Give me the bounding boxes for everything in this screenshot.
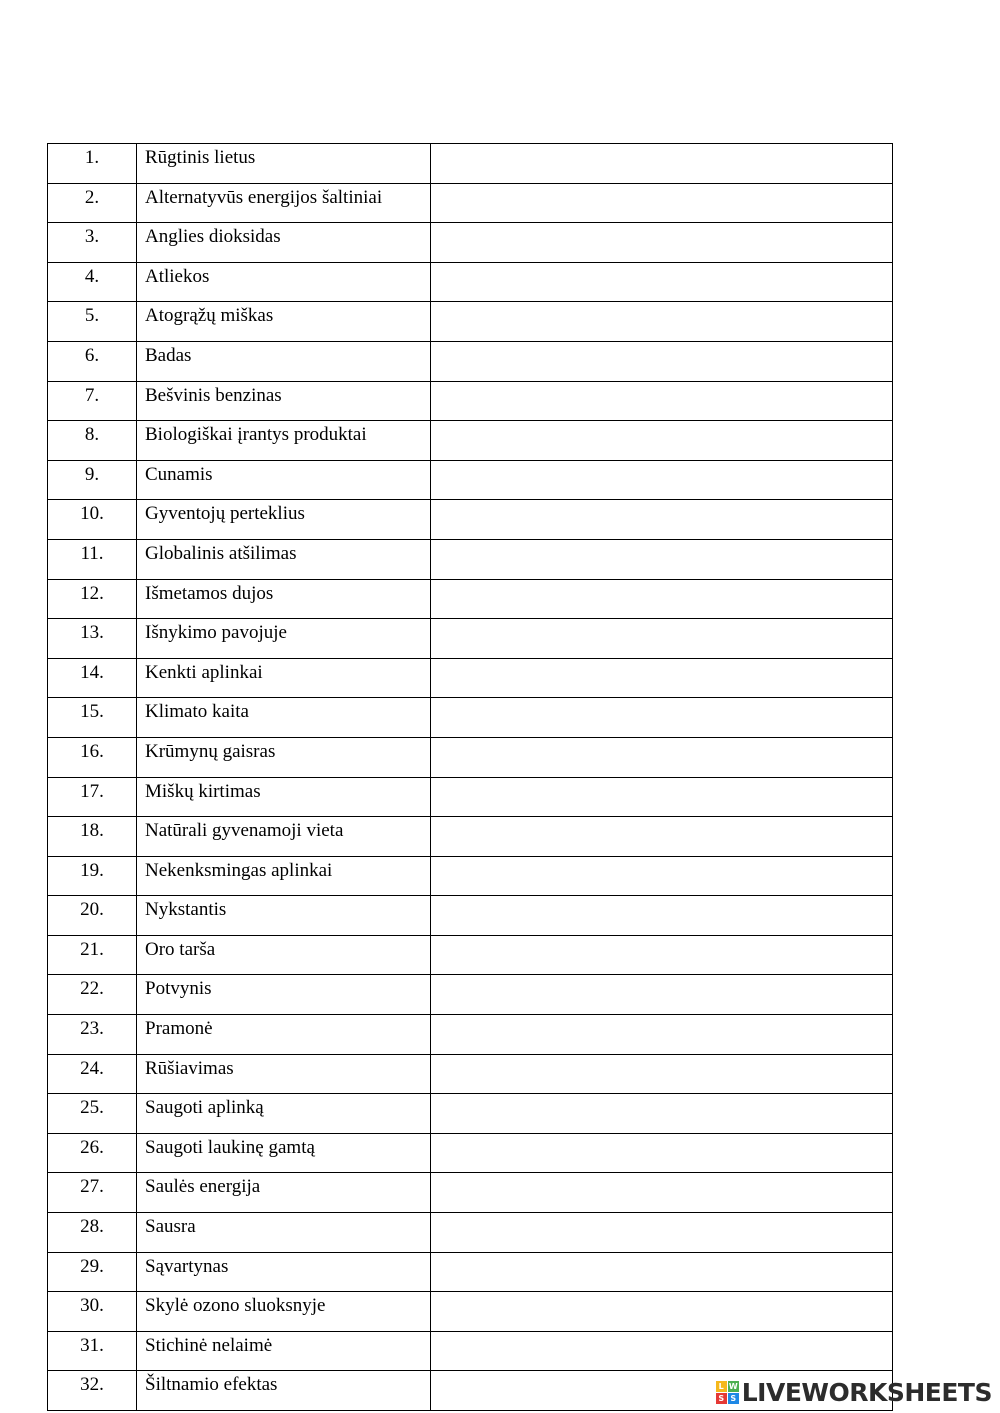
table-row — [48, 698, 893, 738]
answer-cell[interactable] — [431, 896, 893, 936]
row-number: 26. — [48, 1133, 137, 1173]
answer-cell[interactable] — [431, 935, 893, 975]
row-term: Cunamis — [137, 460, 431, 500]
row-term: Sausra — [137, 1213, 431, 1253]
table-row — [48, 302, 893, 342]
answer-cell[interactable] — [431, 302, 893, 342]
table-body — [48, 144, 893, 1411]
row-number: 6. — [48, 341, 137, 381]
table-row — [48, 975, 893, 1015]
row-term: Skylė ozono sluoksnyje — [137, 1292, 431, 1332]
logo-icon-tile: W — [728, 1382, 738, 1391]
row-number: 28. — [48, 1213, 137, 1253]
table-row — [48, 1292, 893, 1332]
answer-cell[interactable] — [431, 975, 893, 1015]
answer-cell[interactable] — [431, 1292, 893, 1332]
row-term: Šiltnamio efektas — [137, 1371, 431, 1411]
answer-cell[interactable] — [431, 579, 893, 619]
table-row — [48, 658, 893, 698]
row-term: Bešvinis benzinas — [137, 381, 431, 421]
row-number: 27. — [48, 1173, 137, 1213]
answer-cell[interactable] — [431, 262, 893, 302]
row-term: Rūgtinis lietus — [137, 144, 431, 184]
answer-cell[interactable] — [431, 500, 893, 540]
table-row — [48, 1094, 893, 1134]
table-row — [48, 935, 893, 975]
answer-cell[interactable] — [431, 817, 893, 857]
row-term: Saulės energija — [137, 1173, 431, 1213]
table-row — [48, 144, 893, 184]
logo-icon-tile: L — [716, 1381, 727, 1392]
row-number: 7. — [48, 381, 137, 421]
answer-cell[interactable] — [431, 144, 893, 184]
vocabulary-table — [47, 143, 893, 1411]
row-term: Saugoti aplinką — [137, 1094, 431, 1134]
table-row — [48, 1213, 893, 1253]
logo-text: LIVEWORKSHEETS — [741, 1378, 992, 1407]
row-number: 2. — [48, 183, 137, 223]
row-number: 22. — [48, 975, 137, 1015]
row-term: Anglies dioksidas — [137, 223, 431, 263]
answer-cell[interactable] — [431, 421, 893, 461]
table-row — [48, 381, 893, 421]
row-term: Gyventojų perteklius — [137, 500, 431, 540]
row-number: 5. — [48, 302, 137, 342]
logo-icon-tile: S — [716, 1393, 727, 1404]
table-row — [48, 1331, 893, 1371]
row-term: Nekenksmingas aplinkai — [137, 856, 431, 896]
table-row — [48, 1133, 893, 1173]
table-row — [48, 1173, 893, 1213]
table-row — [48, 1054, 893, 1094]
answer-cell[interactable] — [431, 381, 893, 421]
row-term: Išmetamos dujos — [137, 579, 431, 619]
answer-cell[interactable] — [431, 1094, 893, 1134]
row-number: 15. — [48, 698, 137, 738]
row-number: 8. — [48, 421, 137, 461]
row-term: Išnykimo pavojuje — [137, 619, 431, 659]
row-number: 19. — [48, 856, 137, 896]
answer-cell[interactable] — [431, 1213, 893, 1253]
answer-cell[interactable] — [431, 1252, 893, 1292]
table-row — [48, 896, 893, 936]
row-number: 16. — [48, 737, 137, 777]
row-term: Kenkti aplinkai — [137, 658, 431, 698]
row-term: Miškų kirtimas — [137, 777, 431, 817]
row-term: Globalinis atšilimas — [137, 539, 431, 579]
table-row — [48, 460, 893, 500]
row-number: 31. — [48, 1331, 137, 1371]
row-term: Klimato kaita — [137, 698, 431, 738]
answer-cell[interactable] — [431, 539, 893, 579]
row-term: Nykstantis — [137, 896, 431, 936]
table-row — [48, 619, 893, 659]
table-row — [48, 539, 893, 579]
row-number: 4. — [48, 262, 137, 302]
table-row — [48, 737, 893, 777]
answer-cell[interactable] — [431, 223, 893, 263]
table-row — [48, 817, 893, 857]
answer-cell[interactable] — [431, 1054, 893, 1094]
table-row — [48, 500, 893, 540]
row-number: 32. — [48, 1371, 137, 1411]
row-number: 25. — [48, 1094, 137, 1134]
row-term: Sąvartynas — [137, 1252, 431, 1292]
row-term: Biologiškai įrantys produktai — [137, 421, 431, 461]
row-term: Krūmynų gaisras — [137, 737, 431, 777]
answer-cell[interactable] — [431, 1133, 893, 1173]
row-term: Pramonė — [137, 1015, 431, 1055]
table-row — [48, 183, 893, 223]
answer-cell[interactable] — [431, 1015, 893, 1055]
row-term: Natūrali gyvenamoji vieta — [137, 817, 431, 857]
row-term: Rūšiavimas — [137, 1054, 431, 1094]
table-row — [48, 341, 893, 381]
row-term: Alternatyvūs energijos šaltiniai — [137, 183, 431, 223]
liveworksheets-logo — [716, 1378, 992, 1407]
answer-cell[interactable] — [431, 1173, 893, 1213]
row-number: 10. — [48, 500, 137, 540]
answer-cell[interactable] — [431, 856, 893, 896]
row-number: 14. — [48, 658, 137, 698]
row-term: Atliekos — [137, 262, 431, 302]
row-number: 29. — [48, 1252, 137, 1292]
row-number: 13. — [48, 619, 137, 659]
row-term: Saugoti laukinę gamtą — [137, 1133, 431, 1173]
answer-cell[interactable] — [431, 183, 893, 223]
logo-icon-tile: S — [728, 1393, 739, 1404]
answer-cell[interactable] — [431, 341, 893, 381]
row-number: 9. — [48, 460, 137, 500]
answer-cell[interactable] — [431, 619, 893, 659]
row-term: Oro tarša — [137, 935, 431, 975]
row-term: Badas — [137, 341, 431, 381]
row-term: Atogrąžų miškas — [137, 302, 431, 342]
row-number: 23. — [48, 1015, 137, 1055]
row-number: 11. — [48, 539, 137, 579]
row-number: 24. — [48, 1054, 137, 1094]
answer-cell[interactable] — [431, 698, 893, 738]
answer-cell[interactable] — [431, 737, 893, 777]
answer-cell[interactable] — [431, 1331, 893, 1371]
row-number: 1. — [48, 144, 137, 184]
table-row — [48, 1252, 893, 1292]
table-row — [48, 856, 893, 896]
answer-cell[interactable] — [431, 460, 893, 500]
answer-cell[interactable] — [431, 658, 893, 698]
row-number: 18. — [48, 817, 137, 857]
table-row — [48, 223, 893, 263]
row-number: 30. — [48, 1292, 137, 1332]
answer-cell[interactable] — [431, 777, 893, 817]
row-number: 17. — [48, 777, 137, 817]
row-number: 21. — [48, 935, 137, 975]
logo-icon — [716, 1381, 739, 1404]
row-number: 3. — [48, 223, 137, 263]
table-row — [48, 421, 893, 461]
row-number: 20. — [48, 896, 137, 936]
table-row — [48, 579, 893, 619]
table-row — [48, 262, 893, 302]
table-row — [48, 1015, 893, 1055]
row-number: 12. — [48, 579, 137, 619]
table-row — [48, 777, 893, 817]
row-term: Potvynis — [137, 975, 431, 1015]
row-term: Stichinė nelaimė — [137, 1331, 431, 1371]
